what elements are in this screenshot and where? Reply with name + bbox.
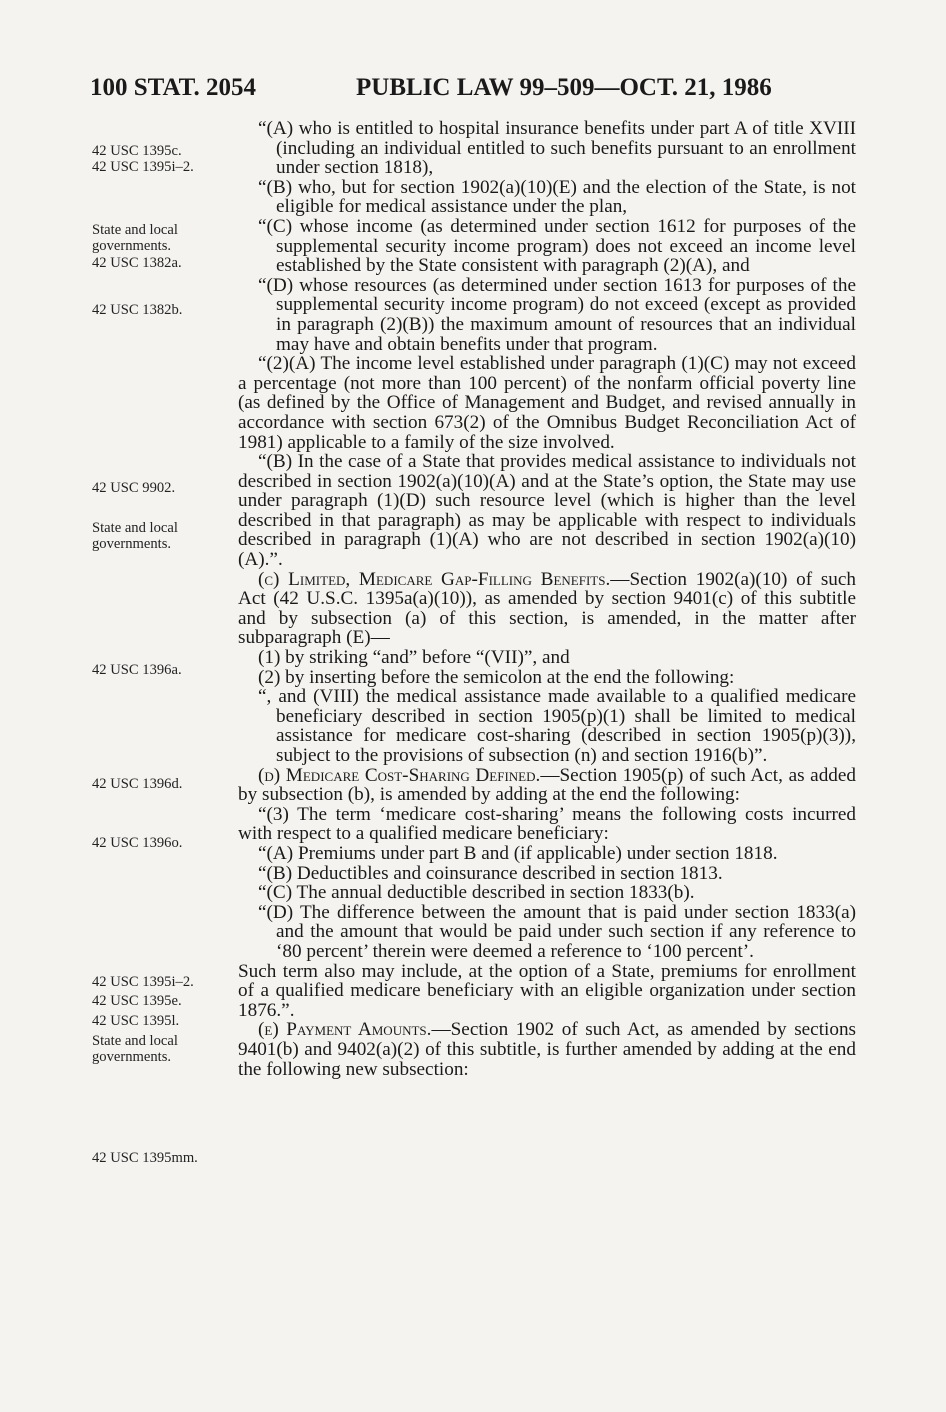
clause-d: “(D) whose resources (as determined under section 1613 for purposes of the supplemental security income program) do not exceed (except as provided in paragraph (2)(B)) the maximum amount of resources that an individual may have and obtain benefits under that program. <box>258 274 856 355</box>
subsection-d <box>238 766 856 805</box>
margin-note: 42 USC 1395i–2. <box>92 974 194 990</box>
subsection-c-text: —Section 1902(a)(10) of such Act (42 U.S.C. 1395a(a)(10)), as amended by section 9401(c) of this subtitle and by subsection (a) of this section, is amended, in the matter after subparagraph (E)— <box>238 568 856 649</box>
paragraph-2b: “(B) In the case of a State that provides medical assistance to individuals not described in section 1902(a)(10)(A) and at the State’s option, the State may use under paragraph (1)(D) such resource level (which is higher than the level described in that paragraph) as may be applicable with respect to individuals described in paragraph (1)(A) who are not described in section 1902(a)(10)(A).”. <box>238 451 856 571</box>
inserted-text: “, and (VIII) the medical assistance made available to a qualified medicare beneficiary described in section 1905(p)(1) shall be limited to medical assistance for medicare cost-sharing (described in section 1905(p)(3)), subject to the provisions of subsection (n) and section 1916(b)”. <box>258 686 856 766</box>
margin-note: State and local governments. <box>92 520 178 552</box>
subsection-e-heading: (e) Payment Amounts. <box>258 1019 432 1041</box>
term-note: Such term also may include, at the option of a State, premiums for enrollment of a qualified medicare beneficiary with an eligible organization under section 1876.”. <box>238 960 856 1021</box>
page-reference: 100 STAT. 2054 <box>90 74 256 101</box>
margin-note: 42 USC 1395e. <box>92 993 182 1009</box>
subsection-c-heading: (c) Limited, Medicare Gap-Filling Benefits. <box>258 568 611 590</box>
paragraph-3: “(3) The term ‘medicare cost-sharing’ means the following costs incurred with respect to a qualified medicare beneficiary: <box>238 803 856 845</box>
margin-note: State and local governments. <box>92 222 178 254</box>
paragraph-2a: “(2)(A) The income level established under paragraph (1)(C) may not exceed a percentage (not more than 100 percent) of the nonfarm official poverty line (as defined by the Office of Management and Budget, and revised annually in accordance with section 673(2) of the Omnibus Budget Reconciliation Act of 1981) applicable to a family of the size involved. <box>238 353 856 453</box>
subsection-d-text: —Section 1905(p) of such Act, as added by subsection (b), is amended by adding at the end the following: <box>238 764 856 806</box>
margin-note: 42 USC 1382b. <box>92 302 183 318</box>
margin-note: 42 USC 1382a. <box>92 255 182 271</box>
subsection-c <box>238 570 856 648</box>
cost-a: “(A) Premiums under part B and (if applicable) under section 1818. <box>258 842 778 864</box>
margin-note: State and local governments. <box>92 1033 178 1065</box>
margin-note: 42 USC 1396d. <box>92 776 183 792</box>
item-1: (1) by striking “and” before “(VII)”, and <box>258 647 570 669</box>
clause-b: “(B) who, but for section 1902(a)(10)(E) and the election of the State, is not eligible for medical assistance under the plan, <box>258 176 856 218</box>
margin-note: 42 USC 1395mm. <box>92 1150 198 1166</box>
margin-note: 42 USC 9902. <box>92 480 176 496</box>
margin-note: 42 USC 1395i–2. <box>92 159 194 175</box>
margin-note: 42 USC 1395l. <box>92 1013 180 1029</box>
cost-c: “(C) The annual deductible described in section 1833(b). <box>258 882 695 904</box>
clause-c: “(C) whose income (as determined under section 1612 for purposes of the supplemental security income program) does not exceed an income level established by the State consistent with paragraph (2)(A), and <box>258 215 856 277</box>
cost-d: “(D) The difference between the amount that is paid under section 1833(a) and the amount that would be paid under such section if any reference to ‘80 percent’ therein were deemed a reference to ‘100 percent’. <box>258 901 856 962</box>
subsection-e <box>238 1020 856 1079</box>
margin-note: 42 USC 1396a. <box>92 662 182 678</box>
statute-text <box>238 119 856 1079</box>
clause-a: “(A) who is entitled to hospital insurance benefits under part A of title XVIII (including an individual entitled to such benefits pursuant to an enrollment under section 1818), <box>258 118 856 179</box>
cost-b: “(B) Deductibles and coinsurance described in section 1813. <box>258 862 723 884</box>
item-2: (2) by inserting before the semicolon at the end the following: <box>258 666 735 688</box>
subsection-d-heading: (d) Medicare Cost-Sharing Defined. <box>258 764 541 786</box>
margin-note: 42 USC 1395c. <box>92 143 182 159</box>
law-reference: PUBLIC LAW 99–509—OCT. 21, 1986 <box>356 74 772 101</box>
margin-note: 42 USC 1396o. <box>92 835 183 851</box>
page-header <box>90 74 870 108</box>
subsection-e-text: —Section 1902 of such Act, as amended by sections 9401(b) and 9402(a)(2) of this subtitle, is further amended by adding at the end the following new subsection: <box>238 1019 857 1080</box>
